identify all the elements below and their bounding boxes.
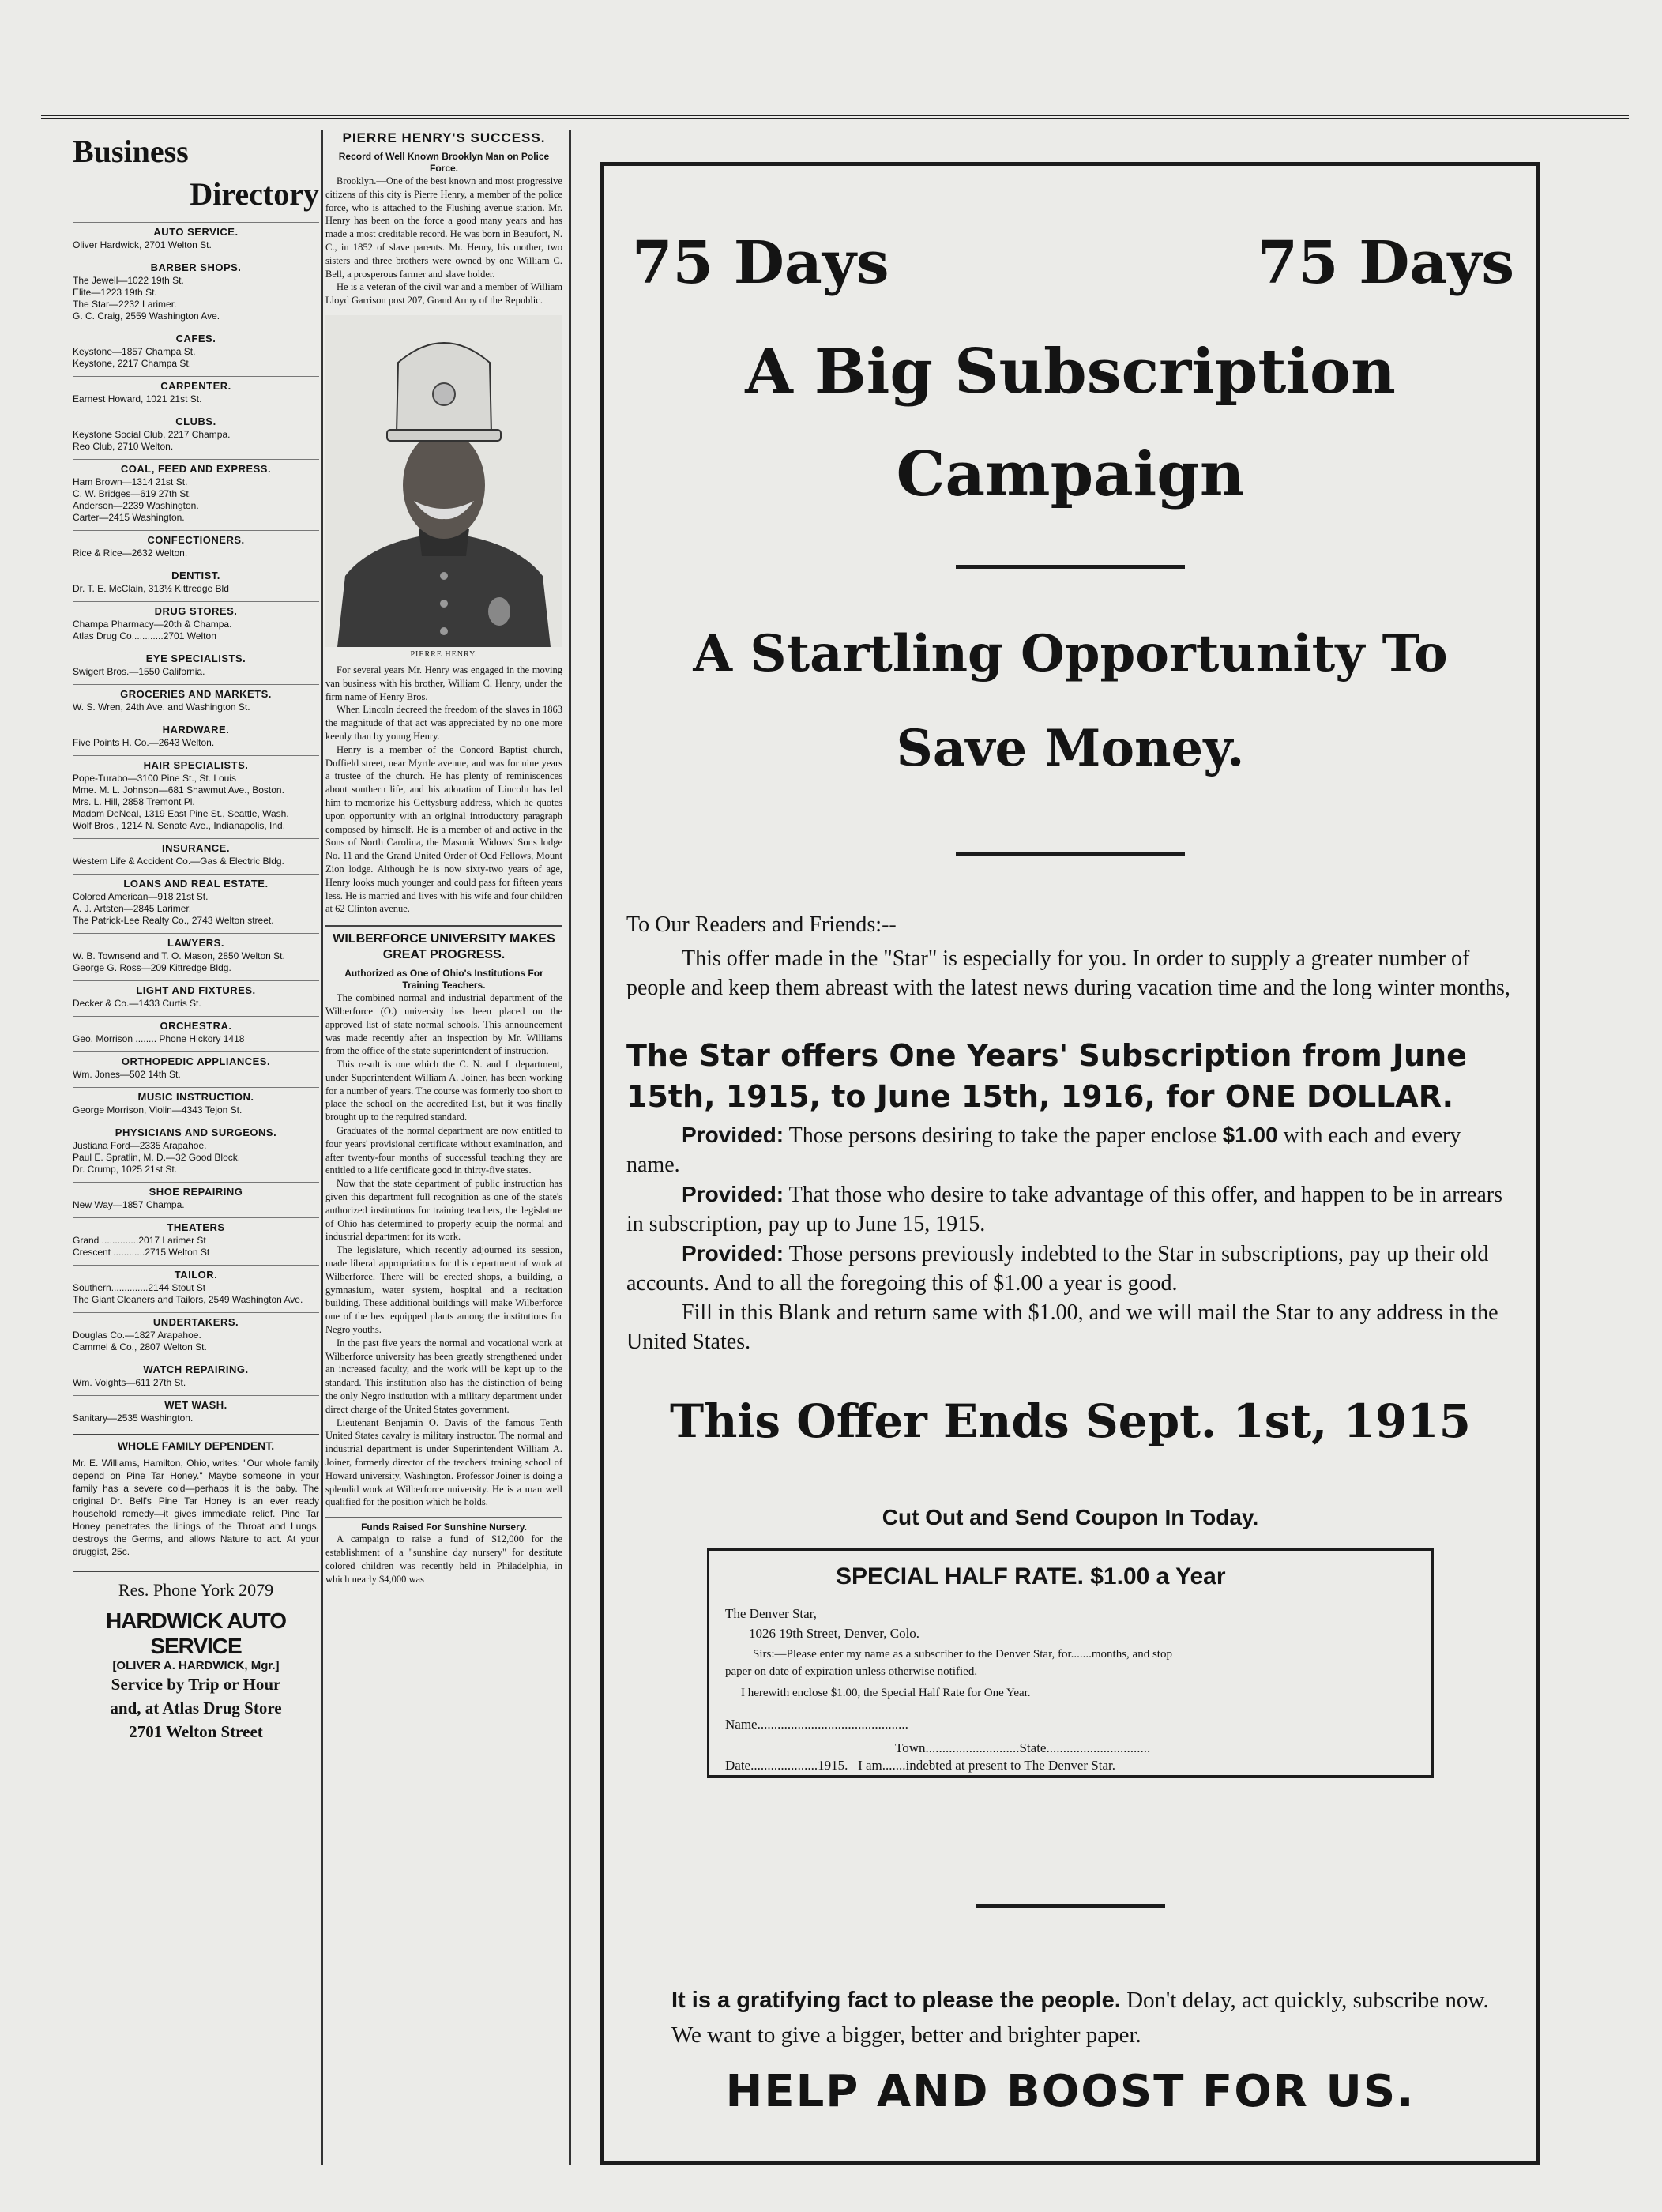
directory-category: GROCERIES AND MARKETS.: [73, 684, 319, 702]
directory-entry: Rice & Rice—2632 Welton.: [73, 547, 188, 559]
directory-entry: C. W. Bridges—619 27th St.: [73, 488, 192, 499]
coupon-address: 1026 19th Street, Denver, Colo.: [749, 1626, 920, 1641]
offer-ends: This Offer Ends Sept. 1st, 1915: [670, 1394, 1471, 1448]
column-rule-left: [321, 130, 323, 2165]
coupon-sirs: paper on date of expiration unless otherwise notified.: [725, 1665, 978, 1678]
directory-category: ORTHOPEDIC APPLIANCES.: [73, 1051, 319, 1069]
intro-paragraph: This offer made in the "Star" is especially for you. In order to supply a greater number of people and keep them abreast with the latest news during vacation time and the long winter months,: [626, 946, 1510, 1000]
directory-category: WET WASH.: [73, 1395, 319, 1413]
directory-entry: Ham Brown—1314 21st St.: [73, 476, 188, 487]
article-paragraph: For several years Mr. Henry was engaged in the moving van business with his brother, William C. Henry, under the firm name of Henry Bros.: [325, 664, 562, 702]
directory-entry: Pope-Turabo—3100 Pine St., St. Louis: [73, 773, 237, 784]
article-paragraph: He is a veteran of the civil war and a member of William Lloyd Garrison post 207, Grand Army of the Republic.: [325, 281, 562, 307]
headline-pierre-henry: PIERRE HENRY'S SUCCESS.: [342, 130, 546, 145]
article-pierre-henry-part2: [325, 664, 562, 916]
directory-category: THEATERS: [73, 1217, 319, 1235]
hardwick-heading: HARDWICK AUTO SERVICE: [105, 1608, 287, 1658]
directory-entry: Keystone Social Club, 2217 Champa.: [73, 429, 231, 440]
article-paragraph: When Lincoln decreed the freedom of the slaves in 1863 the magnitude of that act was appreciated by no one more keenly than by young Henry.: [325, 704, 562, 742]
save-money-heading: Save Money.: [896, 719, 1245, 778]
directory-entry: George Morrison, Violin—4343 Tejon St.: [73, 1104, 243, 1115]
directory-entry: Crescent ............2715 Welton St: [73, 1247, 210, 1258]
directory-entry: Dr. T. E. McClain, 313½ Kittredge Bld: [73, 583, 229, 594]
column-rule-middle: [569, 130, 571, 2165]
hardwick-line: 2701 Welton Street: [129, 1722, 263, 1741]
provision-3: Provided: Those persons previously indebted to the Star in subscriptions, pay up their old accounts. And to all the foregoing this of $1.00 a year is good.: [626, 1241, 1489, 1296]
directory-category: AUTO SERVICE.: [73, 222, 319, 239]
coupon-heading: SPECIAL HALF RATE. $1.00 a Year: [836, 1563, 1226, 1589]
directory-entry: Oliver Hardwick, 2701 Welton St.: [73, 239, 212, 250]
directory-category: DENTIST.: [73, 566, 319, 583]
directory-entry: Justiana Ford—2335 Arapahoe.: [73, 1140, 207, 1151]
directory-entry: Keystone—1857 Champa St.: [73, 346, 196, 357]
directory-category: TAILOR.: [73, 1265, 319, 1282]
days-left: 75 Days: [632, 229, 889, 297]
coupon-enclose: I herewith enclose $1.00, the Special Half Rate for One Year.: [741, 1687, 1031, 1699]
directory-entry: Elite—1223 19th St.: [73, 287, 157, 298]
directory-entry: W. B. Townsend and T. O. Mason, 2850 Welton St.: [73, 950, 285, 961]
hardwick-line: and, at Atlas Drug Store: [110, 1698, 282, 1717]
provision-2: Provided: That those who desire to take advantage of this offer, and happen to be in arrears in subscription, pay up to June 15, 1915.: [626, 1182, 1503, 1236]
directory-category: LAWYERS.: [73, 933, 319, 950]
article-paragraph: Now that the state department of public instruction has given this department full recognition as one of the state's authorized institutions for training teachers, the legislature of Ohio has determined to properly equip the normal and industrial department for its work.: [325, 1178, 562, 1243]
directory-entry: Cammel & Co., 2807 Welton St.: [73, 1341, 207, 1352]
directory-entry: Wolf Bros., 1214 N. Senate Ave., Indianapolis, Ind.: [73, 820, 286, 831]
directory-entry: Champa Pharmacy—20th & Champa.: [73, 619, 232, 630]
directory-entry: Geo. Morrison ........ Phone Hickory 1418: [73, 1033, 245, 1044]
directory-entry: New Way—1857 Champa.: [73, 1199, 185, 1210]
directory-entry: Earnest Howard, 1021 21st St.: [73, 393, 202, 404]
directory-entry: Mme. M. L. Johnson—681 Shawmut Ave., Boston.: [73, 784, 284, 796]
directory-entry: Swigert Bros.—1550 California.: [73, 666, 205, 677]
directory-entry: Mrs. L. Hill, 2858 Tremont Pl.: [73, 796, 195, 807]
directory-category: UNDERTAKERS.: [73, 1312, 319, 1330]
news-column: [325, 130, 562, 1586]
article-paragraph: This result is one which the C. N. and I. department, under Superintendent William A. Joiner, has been working for a number of years. The course was formerly too short to place the school on the accredited list, but it was finally brought up to the required standard.: [325, 1059, 562, 1123]
directory-entry: Paul E. Spratlin, M. D.—32 Good Block.: [73, 1152, 241, 1163]
coupon-sirs: Sirs:—Please enter my name as a subscriber to the Denver Star, for.......months, and stop: [753, 1648, 1172, 1661]
days-right: 75 Days: [1257, 229, 1514, 297]
article-paragraph: The legislature, which recently adjourned its session, made liberal appropriations for this department of work at Wilberforce. There will be erected shops, a building, a gymnasium, water system, hospital and a recitation building. These additional buildings will make Wilberforce one of the best equipped plants among the institutions for Negro youths.: [325, 1244, 562, 1336]
fill-in-instructions: Fill in this Blank and return same with $1.00, and we will mail the Star to any address in the United States.: [626, 1300, 1498, 1354]
directory-entry: Anderson—2239 Washington.: [73, 500, 199, 511]
directory-entry: The Giant Cleaners and Tailors, 2549 Washington Ave.: [73, 1294, 303, 1305]
directory-category: CLUBS.: [73, 412, 319, 429]
directory-entry: Atlas Drug Co............2701 Welton: [73, 630, 216, 641]
directory-category: SHOE REPAIRING: [73, 1182, 319, 1199]
directory-category: HARDWARE.: [73, 720, 319, 737]
hardwick-line: Service by Trip or Hour: [111, 1675, 281, 1694]
directory-category: CARPENTER.: [73, 376, 319, 393]
directory-category: INSURANCE.: [73, 838, 319, 856]
star-offer: The Star offers One Years' Subscription from June 15th, 1915, to June 15th, 1916, for ONE DOLLAR.: [626, 1038, 1467, 1114]
directory-category: WATCH REPAIRING.: [73, 1360, 319, 1377]
divider-rule: [956, 565, 1185, 569]
directory-entry: Keystone, 2217 Champa St.: [73, 358, 192, 369]
coupon-date-field[interactable]: Date....................1915. I am.......indebted at present to The Denver Star.: [725, 1758, 1115, 1773]
directory-entry: Decker & Co.—1433 Curtis St.: [73, 998, 201, 1009]
directory-entry: W. S. Wren, 24th Ave. and Washington St.: [73, 702, 250, 713]
directory-entry: Dr. Crump, 1025 21st St.: [73, 1164, 178, 1175]
campaign-heading: Campaign: [896, 438, 1245, 510]
directory-title: Business Directory: [73, 134, 319, 212]
directory-entry: George G. Ross—209 Kittredge Bldg.: [73, 962, 231, 973]
article-pierre-henry-part1: [325, 175, 562, 307]
directory-entry: Madam DeNeal, 1319 East Pine St., Seattle, Wash.: [73, 808, 289, 819]
article-paragraph: In the past five years the normal and vocational work at Wilberforce university has been greatly strengthened under an increased faculty, and the work will be kept up to the standard. This institution also has the distinction of being the only Negro institution with a military department under direct charge of the United States government.: [325, 1337, 562, 1415]
big-subscription-heading: A Big Subscription: [745, 336, 1396, 408]
directory-category: PHYSICIANS AND SURGEONS.: [73, 1123, 319, 1140]
headline-sunshine-nursery: Funds Raised For Sunshine Nursery.: [325, 1517, 562, 1533]
directory-category: ORCHESTRA.: [73, 1016, 319, 1033]
divider-rule: [976, 1904, 1165, 1908]
salutation: To Our Readers and Friends:--: [626, 912, 897, 937]
directory-category: LIGHT AND FIXTURES.: [73, 980, 319, 998]
directory-entry: The Jewell—1022 19th St.: [73, 275, 184, 286]
gratifying-paragraph: It is a gratifying fact to please the people. Don't delay, act quickly, subscribe now. We want to give a bigger, better and brighter paper.: [671, 1988, 1489, 2048]
subheadline-pierre-henry: Record of Well Known Brooklyn Man on Police Force.: [338, 151, 550, 174]
directory-entry: G. C. Craig, 2559 Washington Ave.: [73, 310, 220, 322]
notice-text: Mr. E. Williams, Hamilton, Ohio, writes: "Our whole family depend on Pine Tar Honey." Maybe someone in your family has a severe cold—perhaps it is the baby. The original Dr. Bell's Pine Tar Honey is an ever ready household remedy—it gives immediate relief. Pine Tar Honey penetrates the linings of the Throat and Lungs, destroys the Germs, and allows Nature to act. At your druggist, 25c.: [73, 1458, 319, 1557]
provision-1: Provided: Those persons desiring to take the paper enclose $1.00 with each and every name.: [626, 1123, 1461, 1177]
directory-category: BARBER SHOPS.: [73, 258, 319, 275]
hardwick-manager: [OLIVER A. HARDWICK, Mgr.]: [112, 1659, 280, 1672]
directory-entry: Southern..............2144 Stout St: [73, 1282, 206, 1293]
article-paragraph: The combined normal and industrial department of the Wilberforce (O.) university has been placed on the approved list of state normal schools. This announcement was made recently after an inspection by Mr. Williams from the office of the state superintendent of instruction.: [325, 992, 562, 1057]
directory-category: DRUG STORES.: [73, 601, 319, 619]
directory-sections: [73, 222, 319, 1424]
article-paragraph: A campaign to raise a fund of $12,000 for the establishment of a "sunshine day nursery" for destitute colored children was recently held in Philadelphia, in which nearly $4,000 was: [325, 1533, 562, 1585]
directory-entry: Sanitary—2535 Washington.: [73, 1413, 194, 1424]
article-paragraph: Brooklyn.—One of the best known and most progressive citizens of this city is Pierre Henry, a member of the police force, who is attached to the Flushing avenue station. Mr. Henry has been on the force a good many years and has made a most creditable record. He was born in Beaufort, N. C., in 1852 of slave parents. Mr. Henry, his mother, two sisters and three brothers were owned by one William C. Bell, a prosperous farmer and slave holder.: [325, 175, 562, 280]
help-and-boost: HELP AND BOOST FOR US.: [725, 2066, 1416, 2117]
directory-entry: Colored American—918 21st St.: [73, 891, 209, 902]
headline-wilberforce: WILBERFORCE UNIVERSITY MAKES GREAT PROGRESS.: [325, 925, 562, 963]
directory-category: COAL, FEED AND EXPRESS.: [73, 459, 319, 476]
portrait-caption: PIERRE HENRY.: [410, 649, 478, 659]
article-paragraph: Lieutenant Benjamin O. Davis of the famous Tenth United States cavalry is military instructor. The normal and industrial department is under Superintendent William A. Joiner, formerly director of the teachers' training school of Howard university, Washington. Professor Joiner is doing a splendid work at Wilberforce university. He is a man well qualified for the position which he holds.: [325, 1416, 562, 1508]
portrait-image: [325, 315, 562, 647]
article-sunshine-nursery: [325, 1533, 562, 1586]
directory-entry: Wm. Jones—502 14th St.: [73, 1069, 181, 1080]
notice-heading: WHOLE FAMILY DEPENDENT.: [73, 1434, 319, 1452]
coupon-name-field[interactable]: Name.............................................: [725, 1717, 908, 1732]
directory-entry: A. J. Artsten—2845 Larimer.: [73, 903, 192, 914]
directory-entry: Douglas Co.—1827 Arapahoe.: [73, 1330, 201, 1341]
directory-entry: Carter—2415 Washington.: [73, 512, 185, 523]
directory-entry: Wm. Voights—611 27th St.: [73, 1377, 186, 1388]
phone-line: Res. Phone York 2079: [73, 1571, 319, 1601]
directory-entry: The Star—2232 Larimer.: [73, 299, 177, 310]
directory-category: LOANS AND REAL ESTATE.: [73, 874, 319, 891]
provisions: [626, 1120, 1511, 1356]
directory-category: CONFECTIONERS.: [73, 530, 319, 547]
subheadline-wilberforce: Authorized as One of Ohio's Institutions For Training Teachers.: [344, 968, 543, 991]
subscription-advertisement: [600, 162, 1540, 2165]
coupon-address: The Denver Star,: [725, 1606, 817, 1621]
directory-category: MUSIC INSTRUCTION.: [73, 1087, 319, 1104]
top-rule: [41, 115, 1629, 118]
directory-category: HAIR SPECIALISTS.: [73, 755, 319, 773]
article-wilberforce: [325, 991, 562, 1509]
directory-category: CAFES.: [73, 329, 319, 346]
directory-category: EYE SPECIALISTS.: [73, 649, 319, 666]
directory-entry: Reo Club, 2710 Welton.: [73, 441, 174, 452]
directory-entry: Western Life & Accident Co.—Gas & Electric Bldg.: [73, 856, 284, 867]
business-directory: [73, 130, 319, 1744]
article-paragraph: Graduates of the normal department are now entitled to four years' provisional certificate without examination, and after twenty-four months of successful teaching they are entitled to a life certificate good in thirty-five states.: [325, 1125, 562, 1176]
subscription-coupon: [707, 1548, 1434, 1778]
directory-entry: Grand ..............2017 Larimer St: [73, 1235, 206, 1246]
startling-heading: A Startling Opportunity To: [693, 624, 1448, 683]
article-paragraph: Henry is a member of the Concord Baptist church, Duffield street, near Myrtle avenue, and was for nine years a trustee of the church. He has plenty of reminiscences about southern life, and his adoration of Lincoln has led him to memorize his Gettysburg address, which he quotes upon opportunity with an original introductory paragraph composed by himself. He is a member of and active in the Sons of North Carolina, the Masonic Widows' Sons lodge No. 11 and the Grand United Order of Odd Fellows, Mount Zion lodge. Although he is now sixty-two years of age, Henry looks much younger and could pass for fifteen years less. He is married and lives with his wife and four children at 62 Clinton avenue.: [325, 743, 562, 915]
directory-entry: Five Points H. Co.—2643 Welton.: [73, 737, 215, 748]
cut-out-instruction: Cut Out and Send Coupon In Today.: [882, 1505, 1259, 1529]
divider-rule: [956, 852, 1185, 856]
coupon-town-state-field[interactable]: Town............................State...............................: [895, 1740, 1151, 1755]
directory-entry: The Patrick-Lee Realty Co., 2743 Welton street.: [73, 915, 274, 926]
